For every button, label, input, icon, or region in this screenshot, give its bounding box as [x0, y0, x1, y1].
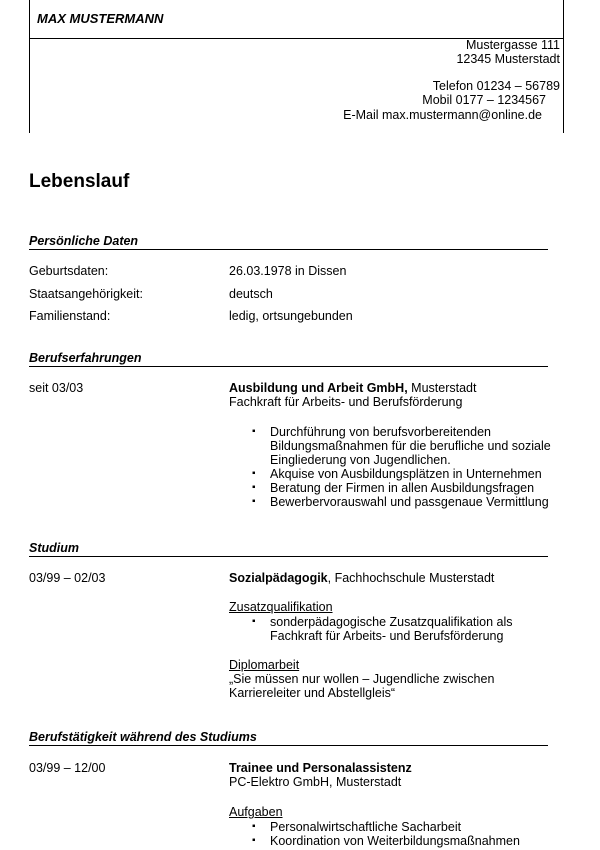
personal-value-birth: 26.03.1978 in Dissen [229, 264, 347, 278]
experience-task-list [252, 425, 552, 509]
work-task-list [252, 820, 552, 848]
study-school: , Fachhochschule Musterstadt [327, 571, 495, 585]
study-extra-item: ▪ sonderpädagogische Zusatzqualifikation als Fachkraft für Arbeits- und Berufsförderung [252, 615, 522, 643]
study-extra-label: Zusatzqualifikation [229, 600, 333, 614]
experience-date: seit 03/03 [29, 381, 84, 395]
study-thesis-text: „Sie müssen nur wollen – Jugendliche zwischen Karriereleiter und Abstellgleis“ [229, 672, 495, 700]
personal-label-birth: Geburtsdaten: [29, 264, 109, 278]
work-date: 03/99 – 12/00 [29, 761, 106, 775]
experience-location: Musterstadt [407, 381, 477, 395]
address-city: 12345 Musterstadt [456, 52, 560, 66]
experience-role: Fachkraft für Arbeits- und Berufsförderung [229, 395, 463, 409]
document-title: Lebenslauf [29, 171, 130, 192]
experience-task: ▪ Bewerbervorauswahl und passgenaue Vermittlung [252, 495, 552, 509]
personal-label-family: Familienstand: [29, 309, 111, 323]
work-task: ▪ Personalwirtschaftliche Sacharbeit [252, 820, 552, 834]
work-employer [229, 761, 549, 789]
section-heading-study: Studium [29, 541, 548, 557]
personal-value-family: ledig, ortsungebunden [229, 309, 353, 323]
personal-value-nationality: deutsch [229, 287, 273, 301]
work-task: ▪ Koordination von Weiterbildungsmaßnahmen [252, 834, 552, 848]
study-thesis-label: Diplomarbeit [229, 658, 300, 672]
contact-phone: Telefon 01234 – 56789 [432, 79, 560, 93]
experience-company: Ausbildung und Arbeit GmbH, [229, 381, 408, 395]
study-extra-list [252, 615, 522, 643]
experience-employer [229, 381, 549, 409]
experience-task: ▪ Akquise von Ausbildungsplätzen in Unternehmen [252, 467, 552, 481]
contact-mobile: Mobil 0177 – 1234567 [422, 93, 546, 107]
experience-task: ▪ Beratung der Firmen in allen Ausbildungsfragen [252, 481, 552, 495]
study-program [229, 571, 549, 585]
section-heading-experience: Berufserfahrungen [29, 351, 548, 367]
personal-label-nationality: Staatsangehörigkeit: [29, 287, 143, 301]
section-heading-work-during-study: Berufstätigkeit während des Studiums [29, 730, 548, 746]
contact-email: E-Mail max.mustermann@online.de [343, 108, 542, 122]
study-date: 03/99 – 02/03 [29, 571, 106, 585]
address-street: Mustergasse 111 [465, 38, 560, 52]
work-tasks-label: Aufgaben [229, 805, 283, 819]
work-company: PC-Elektro GmbH, Musterstadt [229, 775, 402, 789]
experience-task: ▪ Durchführung von berufsvorbereitenden Bildungsmaßnahmen für die berufliche und soziale Eingliederung von Jugendlichen. [252, 425, 552, 467]
work-position: Trainee und Personalassistenz [229, 761, 412, 775]
study-subject: Sozialpädagogik [229, 571, 328, 585]
applicant-name: MAX MUSTERMANN [37, 11, 164, 26]
section-heading-personal: Persönliche Daten [29, 234, 548, 250]
